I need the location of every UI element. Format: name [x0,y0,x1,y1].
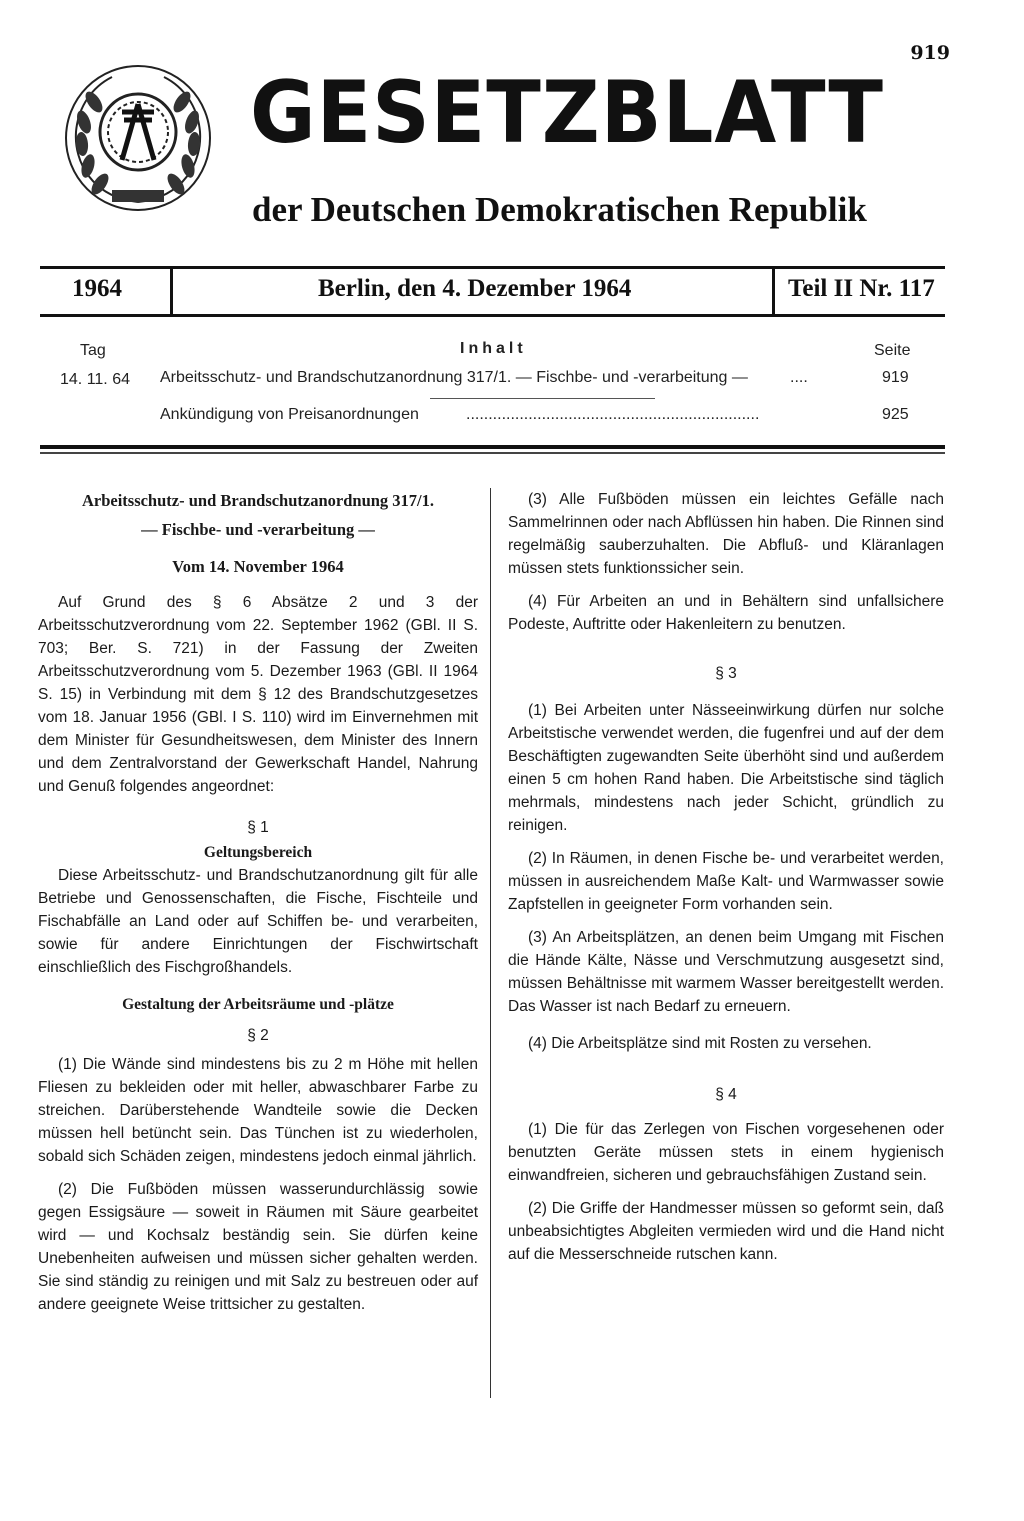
header-rule-top [40,266,945,269]
toc-column-content: Inhalt [460,340,527,357]
header-rule-bottom [40,314,945,317]
toc-leader-dots: .................................................................. [466,406,760,423]
paragraph: (1) Bei Arbeiten unter Nässeeinwirkung dürfen nur solche Arbeitstische verwendet werden, die fugenfrei und auf der dem Beschäftigten zugewandten Seite überhöht sind und außerdem einen 5 cm hohen Rand haben. Die Arbeitstische sind täglich mehrmals, mindestens nach jeder Schicht, gründlich zu reinigen. [508,702,944,834]
paragraph: (2) Die Griffe der Handmesser müssen so geformt sein, daß unbeabsichtigtes Abgleiten vermieden wird und die Hand nicht auf die Messerschneide rutschen kann. [508,1200,944,1263]
paragraph: (4) Die Arbeitsplätze sind mit Rosten zu versehen. [528,1035,872,1052]
section-divider [40,445,945,449]
paragraph: (4) Für Arbeiten an und in Behältern sind unfallsichere Podeste, Auftritte oder Hakenleitern zu benutzen. [508,593,944,633]
toc-entry-page: 919 [882,369,909,386]
page-title: GESETZBLATT [250,63,884,163]
page-subtitle: der Deutschen Demokratischen Republik [252,190,867,229]
regulation-heading: Arbeitsschutz- und Brandschutzanordnung 317/1. [81,491,435,510]
section-number: § 2 [247,1027,269,1044]
page-number: 919 [910,42,950,64]
header-separator [170,266,173,317]
section-group-title: Gestaltung der Arbeitsräume und -plätze [122,996,394,1013]
toc-column-day: Tag [80,342,106,359]
toc-entry-date: 14. 11. 64 [60,371,130,388]
intro-paragraph: Auf Grund des § 6 Absätze 2 und 3 der Arbeitsschutzverordnung vom 22. September 1962 (GBl. II S. 703; Ber. S. 721) in der Fassung der Zweiten Arbeitsschutzverordnung vom 5. Dezember 1963 (GBl. II 1964 S. 15) in Verbindung mit dem § 12 des Brandschutzgesetzes vom 18. Januar 1956 (GBl. I S. 110) wird im Einvernehmen mit dem Minister für Gesundheitswesen, dem Minister des Innern und dem Zentralvorstand der Gewerkschaft Handel, Nahrung und Genuß folgendes angeordnet: [38,594,478,795]
paragraph: (1) Die für das Zerlegen von Fischen vorgesehenen oder benutzten Geräte müssen stets in einem hygienisch einwandfreien, sicheren und gebrauchsfähigen Zustand sein. [508,1121,944,1184]
toc-column-page: Seite [874,342,911,359]
regulation-date: Vom 14. November 1964 [172,557,344,576]
regulation-subheading: — Fischbe- und -verarbeitung — [141,520,375,539]
header-separator [772,266,775,317]
left-column [38,488,478,1316]
section-number: § 1 [247,819,269,836]
toc-divider [430,398,655,399]
issue-number: Teil II Nr. 117 [788,275,935,302]
issue-year: 1964 [72,275,122,302]
section-title: Geltungsbereich [203,844,313,861]
toc-entry-title[interactable]: Arbeitsschutz- und Brandschutzanordnung 317/1. — Fischbe- und -verarbeitung — [160,369,748,386]
paragraph: (3) Alle Fußböden müssen ein leichtes Gefälle nach Sammelrinnen oder nach Abflüssen hin haben. Die Rinnen sind regelmäßig sauberzuhalten. Die Abfluß- und Kläranlagen müssen stets funktionssicher sein. [508,491,944,577]
issue-date: Berlin, den 4. Dezember 1964 [318,275,632,302]
paragraph: (2) In Räumen, in denen Fische be- und verarbeitet werden, müssen in ausreichendem Maße Kalt- und Warmwasser sowie Zapfstellen in geeigneter Form vorhanden sein. [508,850,944,913]
paragraph: (3) An Arbeitsplätzen, an denen beim Umgang mit Fischen die Hände Kälte, Nässe und Verschmutzung ausgesetzt sind, müssen Behältnisse mit warmem Wasser bereitgestellt werden. Das Wasser ist nach Bedarf zu erneuern. [508,929,944,1015]
right-column [508,488,944,1266]
toc-leader-dots: .... [790,369,808,386]
gdr-emblem-icon [62,62,214,214]
paragraph: (1) Die Wände sind mindestens bis zu 2 m Höhe mit hellen Fliesen zu bekleiden oder mit heller, abwaschbarer Farbe zu streichen. Darüberstehende Wandteile sowie die Decken müssen hell betüncht sein. Das Tünchen ist zu wiederholen, sobald sich Schäden zeigen, mindestens jedoch einmal jährlich. [38,1056,478,1165]
toc-entry-page: 925 [882,406,909,423]
paragraph: (2) Die Fußböden müssen wasserundurchlässig sowie gegen Essigsäure — soweit in Räumen mit Säure gearbeitet wird — und Kochsalz beständig sein. Sie dürfen keine Unebenheiten aufweisen und müssen sicher gehalten werden. Sie sind ständig zu reinigen und mit Salz zu bestreuen oder auf andere geeignete Weise trittsicher zu gestalten. [38,1181,478,1313]
column-divider [490,488,491,1398]
section-number: § 3 [715,665,737,682]
toc-entry-title[interactable]: Ankündigung von Preisanordnungen [160,406,419,423]
section-number: § 4 [715,1086,737,1103]
section-divider [40,452,945,454]
paragraph: Diese Arbeitsschutz- und Brandschutzanordnung gilt für alle Betriebe und Genossenschaften, die Fische, Fischteile und Fischabfälle an Land oder auf Schiffen be- und verarbeiten, sowie für andere Einrichtungen der Fischwirtschaft einschließlich des Fischgroßhandels. [38,867,478,976]
